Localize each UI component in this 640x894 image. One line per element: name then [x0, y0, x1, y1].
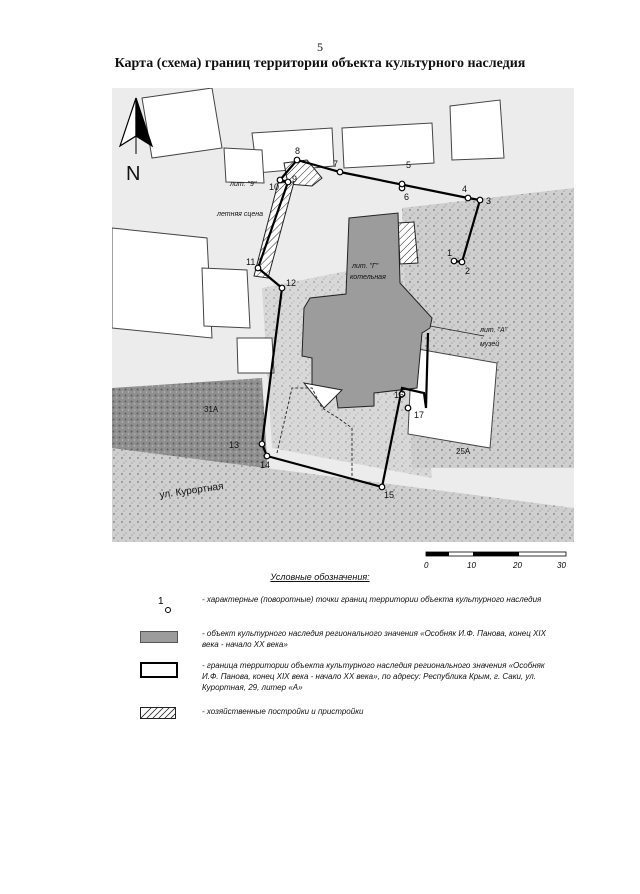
house-number-31a: 31А: [204, 405, 219, 414]
legend-text-points: - характерные (поворотные) точки границ территории объекта культурного наследия: [202, 595, 542, 604]
point-label-11: 11: [246, 257, 256, 267]
legend-point-number: 1: [158, 596, 164, 607]
north-label: N: [126, 163, 141, 185]
outbuilding-hatched-boiler: [398, 222, 418, 264]
hatch-swatch: [140, 707, 176, 719]
point-label-6: 6: [404, 192, 410, 202]
scale-tick-10: 10: [467, 561, 476, 570]
point-label-4: 4: [462, 184, 468, 194]
heritage-swatch: [140, 631, 178, 643]
point-label-13: 13: [229, 440, 240, 450]
boundary-swatch: [140, 662, 178, 678]
point-label-10: 10: [269, 182, 280, 192]
legend-text-heritage: - объект культурного наследия регионального значения «Особняк И.Ф. Панова, конец XIX века - начало XX века»: [202, 629, 546, 649]
lit-a-label: лит. "А": [480, 327, 508, 334]
point-label-16: 16: [394, 390, 405, 400]
lit-a-desc: музей: [480, 341, 500, 348]
point-label-5: 5: [406, 160, 412, 170]
point-label-8: 8: [295, 146, 301, 156]
legend-title: Условные обозначения:: [270, 572, 370, 582]
lit-9-desc: летняя сцена: [217, 211, 264, 218]
point-label-17: 17: [414, 410, 425, 420]
point-label-14: 14: [260, 460, 271, 470]
scale-tick-30: 30: [557, 561, 566, 570]
point-label-7: 7: [333, 159, 339, 169]
scale-tick-20: 20: [513, 561, 522, 570]
point-label-15: 15: [384, 490, 395, 500]
lit-9-label: лит. "9": [230, 181, 257, 188]
point-label-3: 3: [486, 196, 492, 206]
lit-g-desc: котельная: [350, 274, 386, 281]
site-map: [112, 88, 574, 542]
scale-tick-0: 0: [424, 561, 429, 570]
house-number-25a: 25А: [456, 447, 471, 456]
point-label-2: 2: [465, 266, 471, 276]
legend-text-boundary: - граница территории объекта культурного наследия регионального значения «Особняк И.Ф. Панова, конец XIX века - начало XX века», по адресу: Республика Крым, г. Саки, ул. Курортная, 29, литер «А»: [202, 661, 545, 692]
point-label-12: 12: [286, 278, 297, 288]
street-name: ул. Курортная: [158, 481, 225, 501]
page-title: Карта (схема) границ территории объекта культурного наследия: [114, 56, 526, 71]
point-label-1: 1: [447, 248, 453, 258]
legend-text-outbuildings: - хозяйственные постройки и пристройки: [202, 707, 364, 716]
point-label-9: 9: [292, 174, 298, 184]
lit-g-label: лит. "Г": [352, 263, 379, 270]
page-number: 5: [317, 40, 323, 54]
point-symbol-icon: [156, 594, 176, 616]
